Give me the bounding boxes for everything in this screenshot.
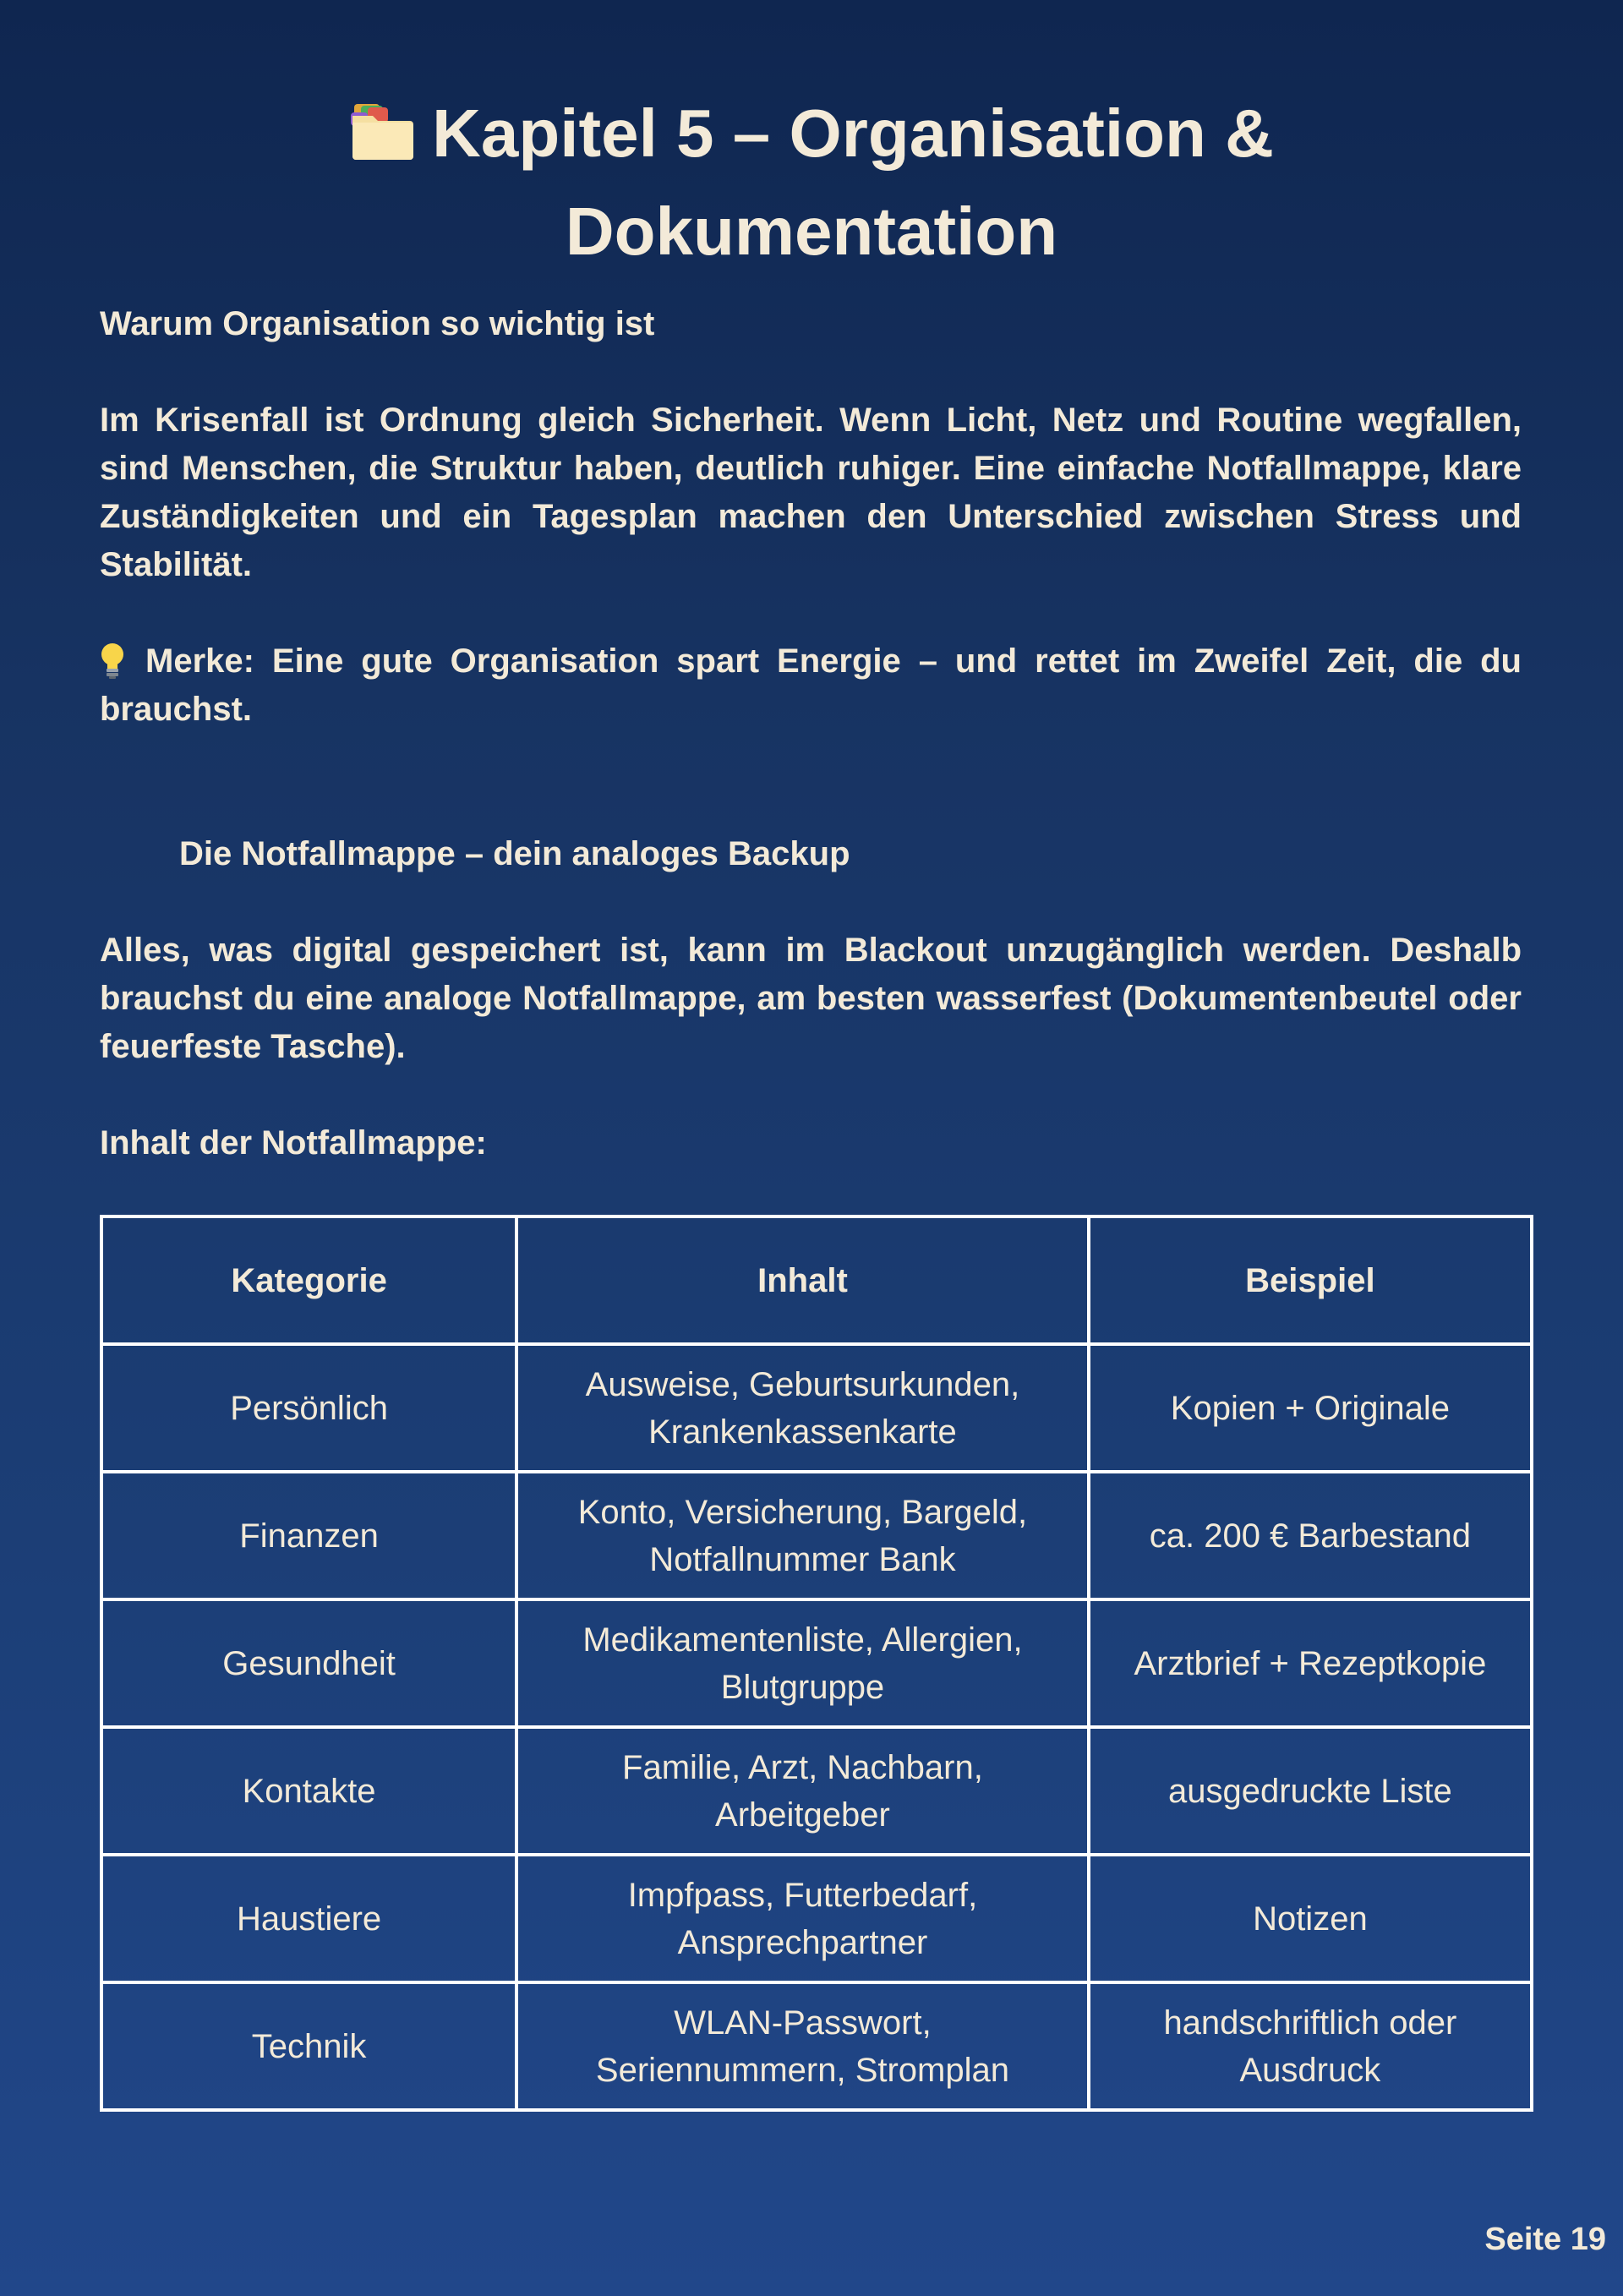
cell-inhalt: WLAN-Passwort, Seriennummern, Stromplan xyxy=(516,1982,1089,2110)
cell-kategorie: Haustiere xyxy=(101,1855,516,1982)
header-kategorie: Kategorie xyxy=(101,1216,516,1344)
title-line-1: Kapitel 5 – Organisation & xyxy=(432,96,1274,171)
section-heading-warum: Warum Organisation so wichtig ist xyxy=(100,305,655,342)
cell-beispiel: ca. 200 € Barbestand xyxy=(1089,1472,1532,1599)
table-row xyxy=(101,1855,1532,1982)
cell-beispiel: Notizen xyxy=(1089,1855,1532,1982)
cell-beispiel: Arztbrief + Rezeptkopie xyxy=(1089,1599,1532,1727)
cell-beispiel: Kopien + Originale xyxy=(1089,1344,1532,1472)
header-inhalt: Inhalt xyxy=(516,1216,1089,1344)
header-beispiel: Beispiel xyxy=(1089,1216,1532,1344)
intro-paragraph: Im Krisenfall ist Ordnung gleich Sicherheit. Wenn Licht, Netz und Routine wegfallen, sind Menschen, die Struktur haben, deutlich ruhiger. Eine einfache Notfallmappe, klare Zuständigkeiten und ein Tagesplan machen den Unterschied zwischen Stress und Stabilität. xyxy=(100,402,1522,583)
cell-kategorie: Kontakte xyxy=(101,1727,516,1855)
cell-beispiel: handschriftlich oder Ausdruck xyxy=(1089,1982,1532,2110)
table-caption: Inhalt der Notfallmappe: xyxy=(100,1124,487,1162)
cell-kategorie: Persönlich xyxy=(101,1344,516,1472)
table-row xyxy=(101,1727,1532,1855)
page-number: Seite 19 xyxy=(1484,2222,1606,2257)
table-row xyxy=(101,1599,1532,1727)
table-row xyxy=(101,1982,1532,2110)
cell-inhalt: Konto, Versicherung, Bargeld, Notfallnummer Bank xyxy=(516,1472,1089,1599)
cell-inhalt: Ausweise, Geburtsurkunden, Krankenkassenkarte xyxy=(516,1344,1089,1472)
table-row xyxy=(101,1344,1532,1472)
cell-kategorie: Technik xyxy=(101,1982,516,2110)
tip-paragraph xyxy=(100,637,1522,734)
page-title xyxy=(220,85,1403,281)
table-row xyxy=(101,1472,1532,1599)
cell-kategorie: Finanzen xyxy=(101,1472,516,1599)
cell-kategorie: Gesundheit xyxy=(101,1599,516,1727)
section-heading-notfallmappe: Die Notfallmappe – dein analoges Backup xyxy=(179,835,850,872)
notfallmappe-paragraph: Alles, was digital gespeichert ist, kann im Blackout unzugänglich werden. Deshalb brauchst du eine analoge Notfallmappe, am besten wasserfest (Dokumentenbeutel oder feuerfeste Tasche). xyxy=(100,932,1522,1065)
light-bulb-icon xyxy=(100,642,125,679)
file-folder-icon xyxy=(349,101,415,161)
body-content xyxy=(100,300,1522,1167)
cell-inhalt: Familie, Arzt, Nachbarn, Arbeitgeber xyxy=(516,1727,1089,1855)
cell-beispiel: ausgedruckte Liste xyxy=(1089,1727,1532,1855)
notfallmappe-table xyxy=(100,1215,1533,2112)
title-line-2: Dokumentation xyxy=(565,194,1058,269)
tip-text: Merke: Eine gute Organisation spart Energie – und rettet im Zweifel Zeit, die du brauchst. xyxy=(100,642,1522,728)
table-header-row xyxy=(101,1216,1532,1344)
cell-inhalt: Medikamentenliste, Allergien, Blutgruppe xyxy=(516,1599,1089,1727)
cell-inhalt: Impfpass, Futterbedarf, Ansprechpartner xyxy=(516,1855,1089,1982)
